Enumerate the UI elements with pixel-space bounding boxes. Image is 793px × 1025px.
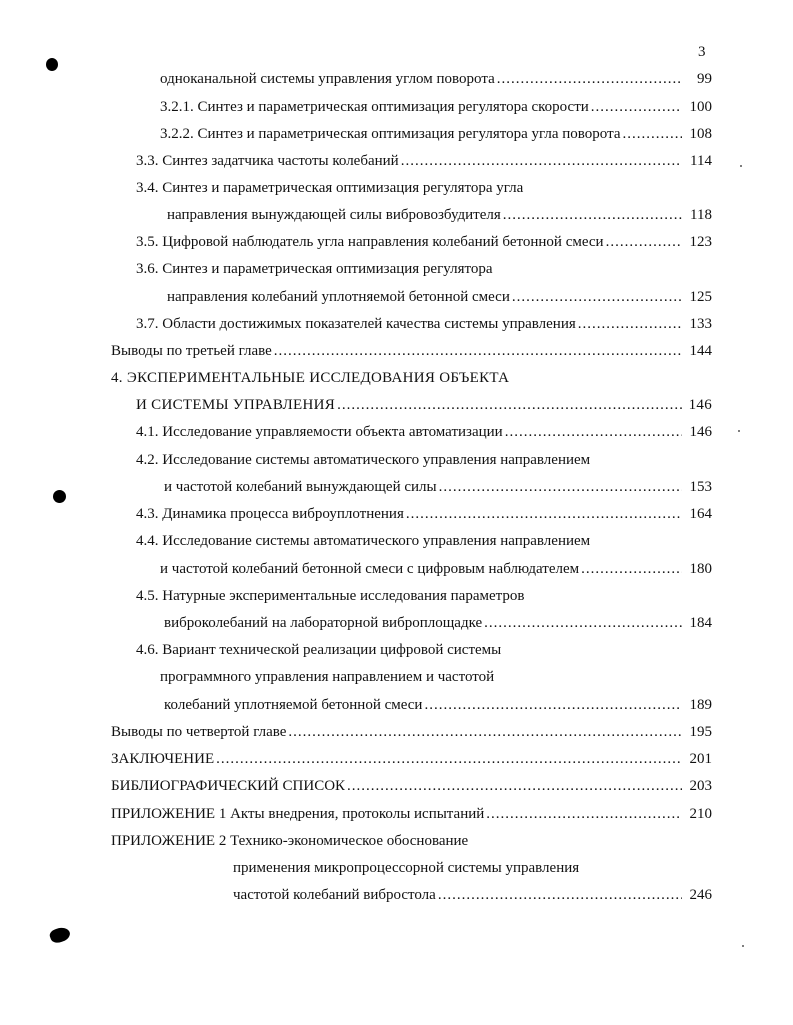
toc-leader-dots — [622, 125, 682, 143]
toc-leader-dots — [581, 560, 682, 578]
toc-entry-page: 108 — [689, 126, 712, 142]
toc-entry — [111, 777, 712, 795]
toc-entry-title: направления колебаний уплотняемой бетонной смеси — [167, 289, 510, 305]
toc-entry-title: частотой колебаний вибростола — [233, 887, 436, 903]
toc-entry-title: виброколебаний на лабораторной виброплощадке — [164, 615, 483, 631]
toc-entry — [111, 805, 712, 823]
toc-leader-dots — [486, 805, 682, 823]
toc-entry-title: и частотой колебаний бетонной смеси с цифровым наблюдателем — [160, 561, 580, 577]
toc-entry — [164, 614, 712, 632]
toc-leader-dots — [406, 505, 682, 523]
scan-speck — [740, 165, 742, 167]
toc-entry-title: 4.5. Натурные экспериментальные исследования параметров — [136, 588, 525, 604]
toc-entry-title: 3.5. Цифровой наблюдатель угла направления колебаний бетонной смеси — [136, 234, 604, 250]
toc-entry-title: 4. ЭКСПЕРИМЕНТАЛЬНЫЕ ИССЛЕДОВАНИЯ ОБЪЕКТА — [111, 370, 510, 386]
toc-entry-title: 4.2. Исследование системы автоматического управления направлением — [136, 452, 591, 468]
toc-entry-heading — [136, 451, 590, 469]
toc-entry-title: направления вынуждающей силы вибровозбудителя — [167, 207, 501, 223]
toc-entry — [136, 505, 712, 523]
toc-entry — [164, 478, 712, 496]
toc-leader-dots — [216, 750, 682, 768]
toc-leader-dots — [505, 423, 682, 441]
toc-entry-heading — [136, 641, 501, 659]
toc-entry-heading — [136, 179, 523, 197]
toc-entry-heading — [111, 832, 468, 850]
toc-entry-page: 100 — [689, 99, 712, 115]
toc-entry-title: применения микропроцессорной системы управления — [233, 860, 580, 876]
toc-entry-title: колебаний уплотняемой бетонной смеси — [164, 697, 423, 713]
toc-entry — [167, 206, 712, 224]
toc-entry-title: 3.6. Синтез и параметрическая оптимизация регулятора — [136, 261, 493, 277]
toc-entry — [164, 696, 712, 714]
toc-entry-title: ПРИЛОЖЕНИЕ 2 Технико-экономическое обоснование — [111, 833, 469, 849]
toc-entry — [233, 886, 712, 904]
toc-entry — [160, 70, 712, 88]
toc-entry-page: 195 — [689, 724, 712, 740]
toc-entry-title: программного управления направлением и частотой — [160, 669, 495, 685]
toc-entry — [160, 560, 712, 578]
toc-leader-dots — [401, 152, 682, 170]
toc-leader-dots — [497, 70, 682, 88]
toc-entry-title: И СИСТЕМЫ УПРАВЛЕНИЯ — [136, 397, 336, 413]
scan-blot — [46, 58, 58, 71]
toc-entry-heading — [136, 532, 590, 550]
toc-entry-title: ПРИЛОЖЕНИЕ 1 Акты внедрения, протоколы испытаний — [111, 806, 485, 822]
toc-leader-dots — [337, 396, 682, 414]
toc-leader-dots — [606, 233, 682, 251]
toc-leader-dots — [591, 98, 682, 116]
toc-entry — [111, 750, 712, 768]
toc-leader-dots — [578, 315, 682, 333]
toc-entry — [136, 233, 712, 251]
toc-entry-heading — [160, 668, 494, 686]
toc-entry-title: 3.3. Синтез задатчика частоты колебаний — [136, 153, 399, 169]
toc-leader-dots — [274, 342, 682, 360]
toc-entry — [136, 315, 712, 333]
toc-entry-page: 189 — [689, 697, 712, 713]
toc-entry-title: 4.1. Исследование управляемости объекта автоматизации — [136, 424, 503, 440]
toc-entry-title: 3.4. Синтез и параметрическая оптимизация регулятора угла — [136, 180, 524, 196]
toc-entry — [111, 723, 712, 741]
toc-entry-page: 144 — [689, 343, 712, 359]
toc-entry-title: 4.3. Динамика процесса виброуплотнения — [136, 506, 404, 522]
toc-entry-page: 146 — [689, 424, 712, 440]
toc-entry-title: 3.7. Области достижимых показателей качества системы управления — [136, 316, 576, 332]
toc-entry-title: одноканальной системы управления углом поворота — [160, 71, 495, 87]
toc-chapter-heading — [111, 369, 509, 387]
toc-entry-page: 118 — [690, 207, 712, 223]
toc-entry-title: 3.2.1. Синтез и параметрическая оптимизация регулятора скорости — [160, 99, 589, 115]
toc-entry-page: 114 — [690, 153, 712, 169]
toc-entry-page: 180 — [689, 561, 712, 577]
toc-entry-page: 201 — [689, 751, 712, 767]
scan-blot — [53, 490, 66, 503]
toc-entry-page: 153 — [689, 479, 712, 495]
toc-entry — [136, 423, 712, 441]
toc-entry — [160, 125, 712, 143]
toc-leader-dots — [484, 614, 682, 632]
toc-entry — [111, 342, 712, 360]
toc-entry-page: 133 — [689, 316, 712, 332]
toc-entry-page: 99 — [697, 71, 712, 87]
toc-entry — [160, 98, 712, 116]
toc-entry-title: Выводы по четвертой главе — [111, 724, 287, 740]
toc-entry-heading — [136, 260, 492, 278]
toc-entry-title: Выводы по третьей главе — [111, 343, 272, 359]
toc-entry-title: 3.2.2. Синтез и параметрическая оптимизация регулятора угла поворота — [160, 126, 621, 142]
toc-leader-dots — [438, 886, 682, 904]
toc-entry-title: БИБЛИОГРАФИЧЕСКИЙ СПИСОК — [111, 778, 346, 794]
toc-entry-page: 125 — [689, 289, 712, 305]
scan-speck — [738, 430, 740, 432]
toc-entry-page: 210 — [689, 806, 712, 822]
toc-leader-dots — [512, 288, 682, 306]
toc-entry-page: 246 — [689, 887, 712, 903]
toc-entry-title: 4.4. Исследование системы автоматического управления направлением — [136, 533, 591, 549]
toc-entry-page: 164 — [689, 506, 712, 522]
toc-entry — [167, 288, 712, 306]
toc-entry-heading — [233, 859, 579, 877]
toc-leader-dots — [439, 478, 682, 496]
toc-entry-heading — [136, 587, 524, 605]
toc-entry-page: 203 — [689, 778, 712, 794]
toc-entry — [136, 396, 712, 414]
toc-entry-page: 123 — [689, 234, 712, 250]
toc-leader-dots — [503, 206, 682, 224]
page-number: 3 — [698, 44, 706, 60]
toc-entry-page: 146 — [688, 397, 712, 413]
scan-speck — [742, 945, 744, 947]
toc-entry — [136, 152, 712, 170]
toc-entry-page: 184 — [689, 615, 712, 631]
toc-leader-dots — [347, 777, 682, 795]
toc-entry-title: 4.6. Вариант технической реализации цифровой системы — [136, 642, 502, 658]
toc-leader-dots — [288, 723, 682, 741]
toc-entry-title: и частотой колебаний вынуждающей силы — [164, 479, 437, 495]
toc-entry-title: ЗАКЛЮЧЕНИЕ — [111, 751, 215, 767]
toc-leader-dots — [424, 696, 682, 714]
